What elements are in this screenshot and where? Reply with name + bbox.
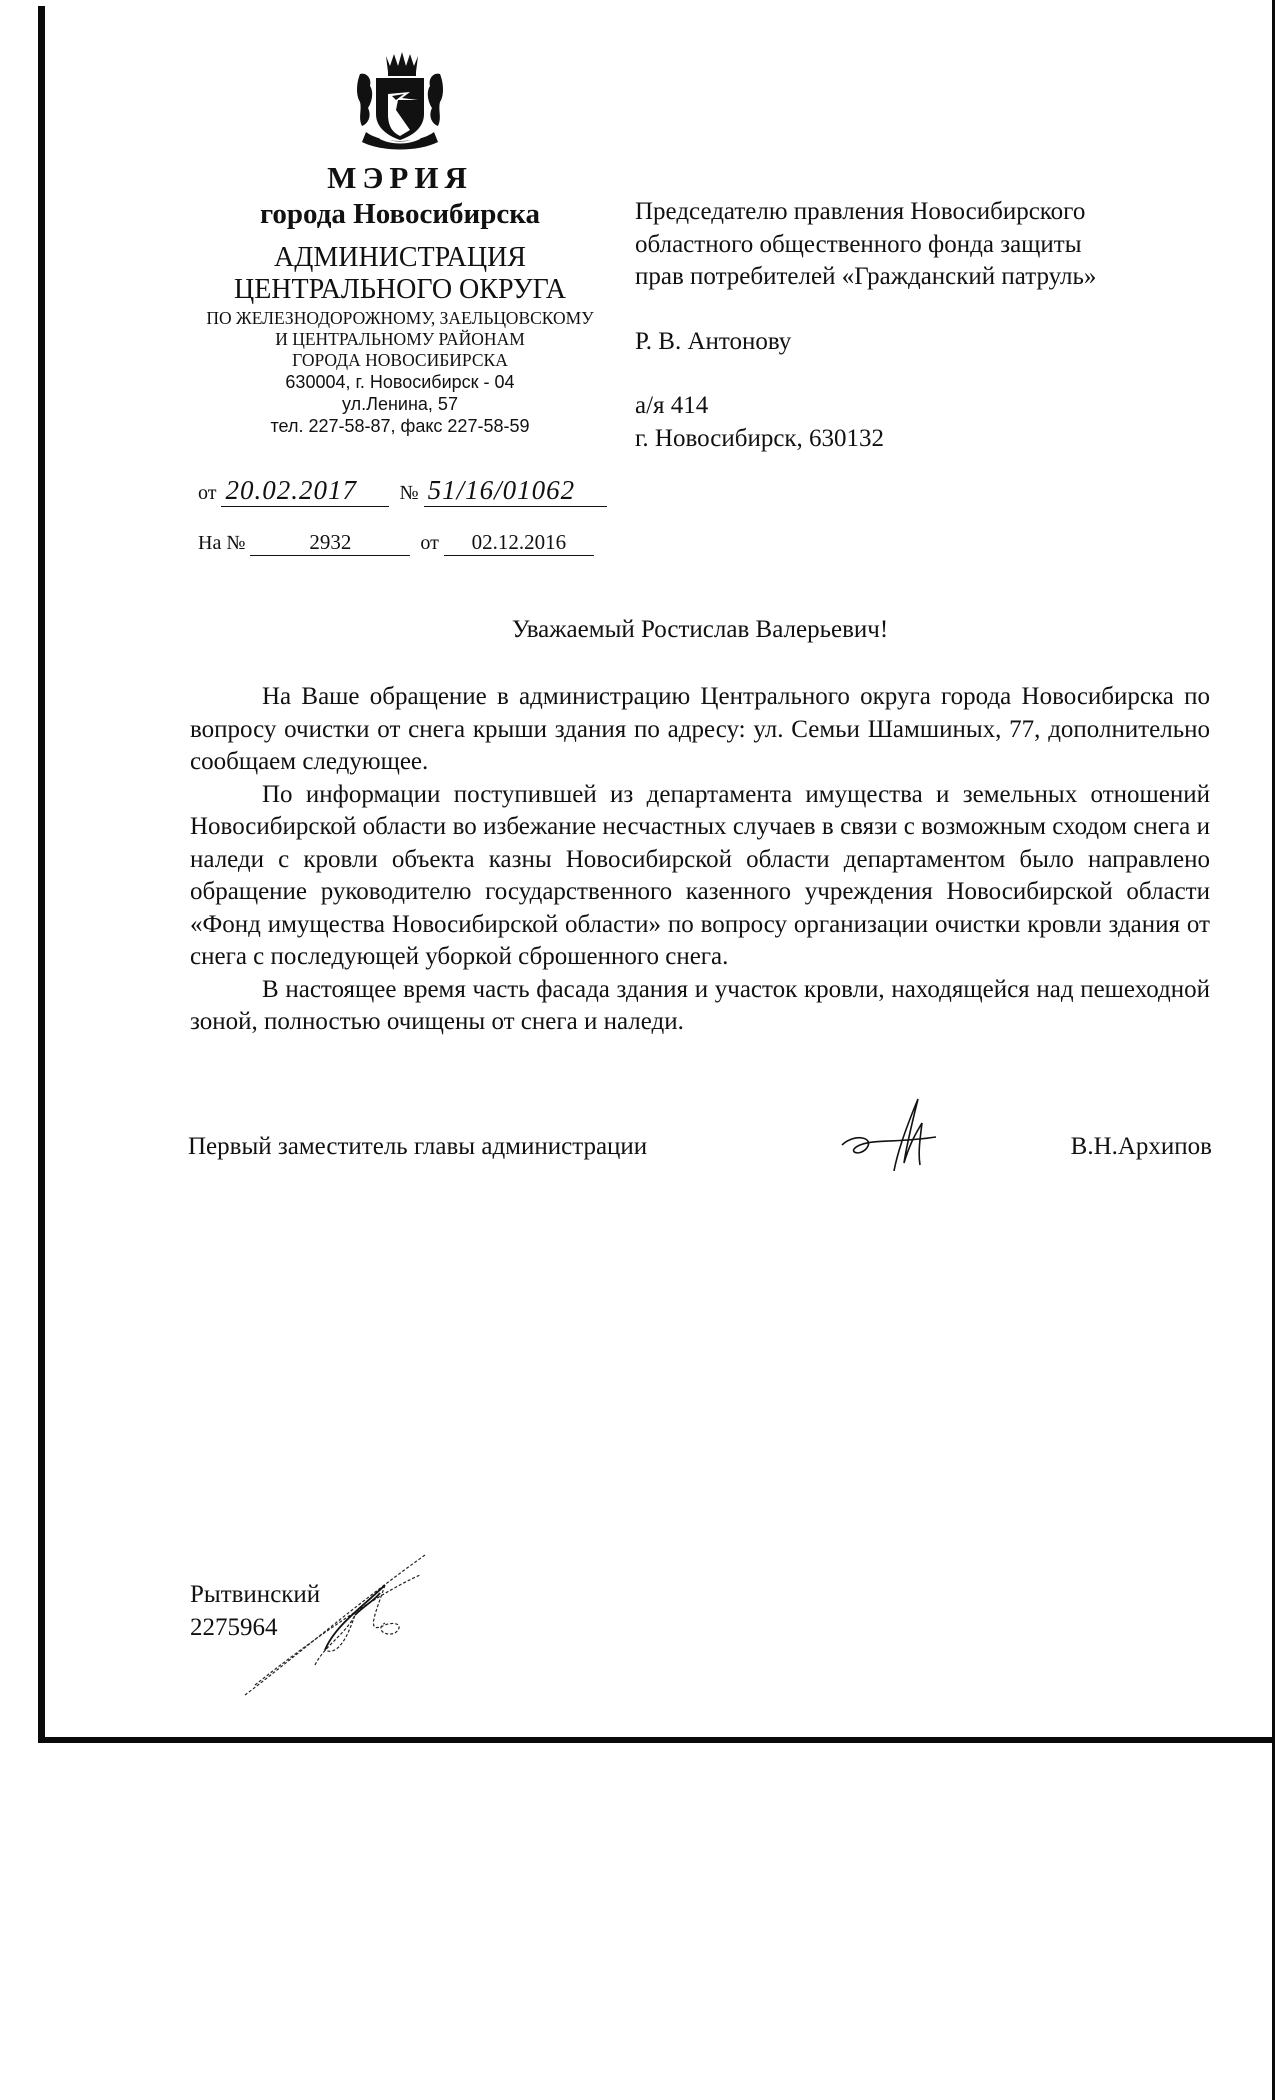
recipient-block	[635, 196, 1180, 455]
recipient-name: Р. В. Антонову	[635, 327, 792, 355]
signature-icon	[836, 1093, 966, 1183]
body-paragraph: По информации поступившей из департамента имущества и земельных отношений Новосибирской области во избежание несчастных случаев в связи с возможным сходом снега и наледи с кровли объекта казны Новосибирской области департаментом было направлено обращение руководителю государственного казенного учреждения Новосибирской области «Фонд имущества Новосибирской области» по вопросу организации очистки кровли здания от снега с последующей уборкой сброшенного снега.	[190, 780, 1210, 970]
scan-border-left	[38, 6, 45, 1743]
signer-title: Первый заместитель главы администрации	[188, 1133, 648, 1160]
body-paragraph: На Ваше обращение в администрацию Центрального округа города Новосибирска по вопросу очистки от снега крыши здания по адресу: ул. Семьи Шамшиных, 77, дополнительно сообщаем следующее.	[190, 683, 1210, 775]
recipient-line-3: прав потребителей «Гражданский патруль»	[635, 263, 1097, 290]
scan-border-bottom	[38, 1737, 1275, 1743]
body-paragraph: В настоящее время часть фасада здания и участок кровли, находящейся над пешеходной зоной, полностью очищены от снега и наледи.	[190, 975, 1210, 1035]
districts-line-1: ПО ЖЕЛЕЗНОДОРОЖНОМУ, ЗАЕЛЬЦОВСКОМУ	[206, 308, 594, 328]
reply-to-number: 2932	[250, 530, 410, 556]
reply-from-label: от	[420, 532, 439, 554]
coat-of-arms-icon	[352, 52, 448, 152]
executor-signature-icon	[235, 1545, 435, 1705]
reply-to-date: 02.12.2016	[444, 530, 594, 556]
org-city: города Новосибирска	[259, 198, 541, 230]
recipient-po-box: а/я 414	[635, 392, 709, 419]
from-label: от	[198, 482, 217, 504]
greeting: Уважаемый Ростислав Валерьевич!	[511, 616, 889, 643]
number-label: №	[399, 482, 419, 504]
executor-name: Рытвинский	[190, 1581, 321, 1608]
address-line-2: ул.Ленина, 57	[342, 394, 458, 414]
address-line-1: 630004, г. Новосибирск - 04	[285, 372, 515, 392]
outgoing-number: 51/16/01062	[424, 475, 607, 507]
recipient-line-1: Председателю правления Новосибирского	[635, 198, 1086, 225]
districts-line-2: И ЦЕНТРАЛЬНОМУ РАЙОНАМ	[275, 329, 525, 349]
reply-reference	[198, 530, 594, 556]
admin-line-1: АДМИНИСТРАЦИЯ	[274, 242, 526, 273]
org-title: МЭРИЯ	[327, 160, 473, 195]
admin-line-2: ЦЕНТРАЛЬНОГО ОКРУГА	[233, 274, 567, 305]
letter-body	[190, 681, 1210, 1039]
executor-phone: 2275964	[190, 1614, 278, 1641]
recipient-line-2: областного общественного фонда защиты	[635, 230, 1082, 258]
signer-name: В.Н.Архипов	[1070, 1133, 1212, 1160]
contacts: тел. 227-58-87, факс 227-58-59	[270, 416, 530, 436]
reply-to-label: На №	[198, 532, 246, 554]
recipient-city: г. Новосибирск, 630132	[635, 424, 885, 452]
outgoing-reference	[198, 475, 607, 507]
outgoing-date: 20.02.2017	[221, 475, 389, 507]
letterhead	[180, 52, 620, 437]
districts-line-3: ГОРОДА НОВОСИБИРСКА	[292, 350, 508, 370]
